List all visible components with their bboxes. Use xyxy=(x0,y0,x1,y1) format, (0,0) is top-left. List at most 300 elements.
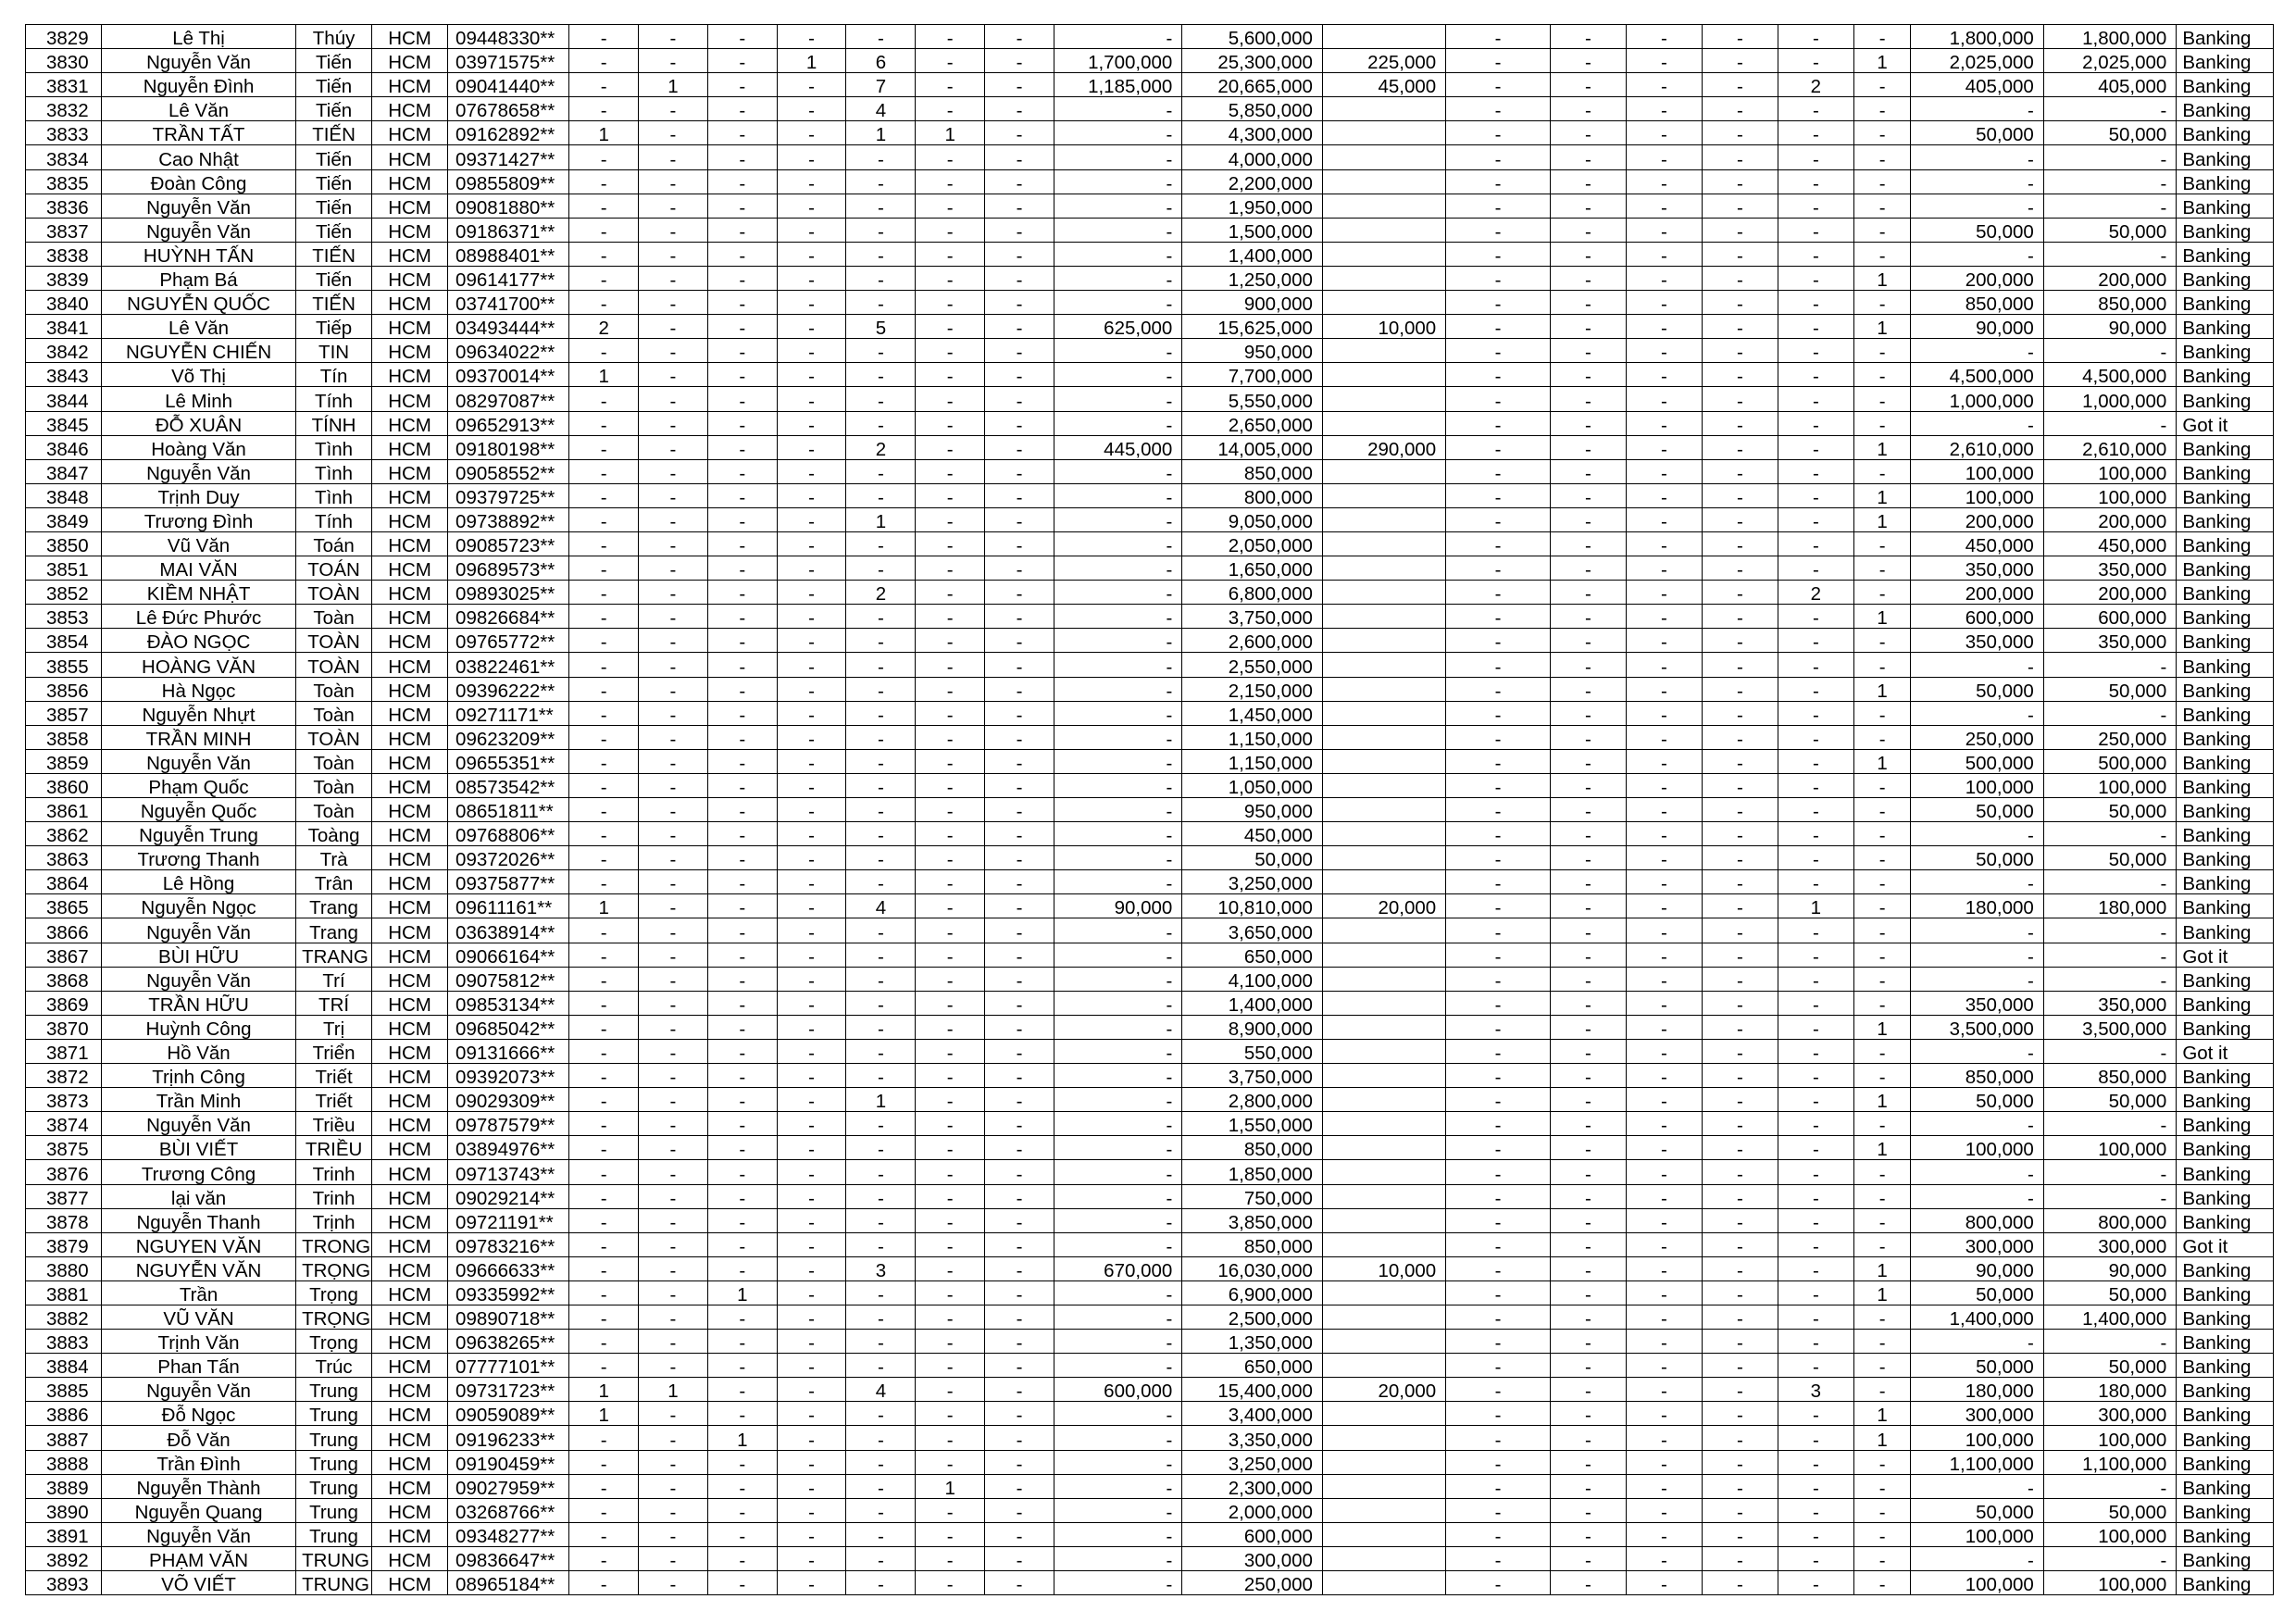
phone-cell: 09623209** xyxy=(448,725,569,749)
payment-method-cell: Banking xyxy=(2177,25,2274,49)
amount-e-cell: - xyxy=(2043,1039,2176,1063)
city-cell: HCM xyxy=(372,918,448,943)
amount-b-cell: 5,550,000 xyxy=(1182,387,1323,411)
count-4-cell: - xyxy=(777,1232,846,1256)
count-3-cell: - xyxy=(707,1474,777,1498)
first-name-cell: TRANG xyxy=(296,943,372,967)
flag-6-cell: 1 xyxy=(1853,266,1910,290)
flag-3-cell: - xyxy=(1626,1256,1702,1280)
amount-c-cell xyxy=(1322,581,1445,605)
flag-6-cell: 1 xyxy=(1853,1015,1910,1039)
flag-1-cell: - xyxy=(1446,1498,1551,1522)
flag-6-cell: - xyxy=(1853,1546,1910,1570)
row-number-cell: 3831 xyxy=(26,73,102,97)
amount-a-cell: - xyxy=(1054,194,1181,218)
count-1-cell: - xyxy=(569,1112,639,1136)
flag-1-cell: - xyxy=(1446,1160,1551,1184)
count-4-cell: - xyxy=(777,798,846,822)
flag-2-cell: - xyxy=(1550,1160,1626,1184)
flag-3-cell: - xyxy=(1626,169,1702,194)
first-name-cell: Tiến xyxy=(296,73,372,97)
count-5-cell: - xyxy=(846,1160,916,1184)
first-name-cell: Trung xyxy=(296,1474,372,1498)
count-6-cell: - xyxy=(916,1280,985,1305)
flag-1-cell: - xyxy=(1446,1112,1551,1136)
flag-2-cell: - xyxy=(1550,918,1626,943)
flag-4-cell: - xyxy=(1702,1402,1778,1426)
amount-e-cell: - xyxy=(2043,1330,2176,1354)
amount-b-cell: 2,600,000 xyxy=(1182,629,1323,653)
flag-1-cell: - xyxy=(1446,266,1551,290)
amount-c-cell xyxy=(1322,1136,1445,1160)
row-number-cell: 3846 xyxy=(26,435,102,459)
flag-6-cell: - xyxy=(1853,291,1910,315)
table-row xyxy=(26,1546,2274,1570)
payment-method-cell: Banking xyxy=(2177,991,2274,1015)
city-cell: HCM xyxy=(372,943,448,967)
amount-b-cell: 800,000 xyxy=(1182,483,1323,507)
count-2-cell: - xyxy=(639,411,708,435)
flag-3-cell: - xyxy=(1626,1160,1702,1184)
count-5-cell: - xyxy=(846,1015,916,1039)
amount-a-cell: - xyxy=(1054,1232,1181,1256)
count-4-cell: - xyxy=(777,870,846,894)
count-1-cell: - xyxy=(569,1015,639,1039)
amount-a-cell: - xyxy=(1054,677,1181,701)
flag-6-cell: - xyxy=(1853,97,1910,121)
count-1-cell: - xyxy=(569,531,639,556)
count-6-cell: - xyxy=(916,725,985,749)
city-cell: HCM xyxy=(372,242,448,266)
last-middle-name-cell: Phạm Bá xyxy=(101,266,295,290)
flag-4-cell: - xyxy=(1702,315,1778,339)
payment-method-cell: Banking xyxy=(2177,798,2274,822)
last-middle-name-cell: Nguyễn Văn xyxy=(101,1378,295,1402)
payment-method-cell: Banking xyxy=(2177,121,2274,145)
flag-1-cell: - xyxy=(1446,291,1551,315)
city-cell: HCM xyxy=(372,1088,448,1112)
last-middle-name-cell: Vũ Văn xyxy=(101,531,295,556)
flag-3-cell: - xyxy=(1626,701,1702,725)
city-cell: HCM xyxy=(372,266,448,290)
amount-a-cell: - xyxy=(1054,1522,1181,1546)
amount-a-cell: - xyxy=(1054,605,1181,629)
count-7-cell: - xyxy=(985,97,1054,121)
amount-b-cell: 850,000 xyxy=(1182,459,1323,483)
phone-cell: 09855809** xyxy=(448,169,569,194)
amount-a-cell: - xyxy=(1054,459,1181,483)
flag-1-cell: - xyxy=(1446,1064,1551,1088)
amount-b-cell: 5,850,000 xyxy=(1182,97,1323,121)
count-6-cell: - xyxy=(916,97,985,121)
city-cell: HCM xyxy=(372,1256,448,1280)
flag-2-cell: - xyxy=(1550,1039,1626,1063)
flag-2-cell: - xyxy=(1550,145,1626,169)
amount-b-cell: 2,300,000 xyxy=(1182,1474,1323,1498)
first-name-cell: Toàn xyxy=(296,605,372,629)
amount-e-cell: 50,000 xyxy=(2043,121,2176,145)
amount-e-cell: 200,000 xyxy=(2043,581,2176,605)
city-cell: HCM xyxy=(372,1136,448,1160)
count-7-cell: - xyxy=(985,1305,1054,1329)
flag-2-cell: - xyxy=(1550,677,1626,701)
phone-cell: 09370014** xyxy=(448,363,569,387)
flag-1-cell: - xyxy=(1446,677,1551,701)
count-2-cell: - xyxy=(639,1522,708,1546)
city-cell: HCM xyxy=(372,1232,448,1256)
city-cell: HCM xyxy=(372,531,448,556)
flag-1-cell: - xyxy=(1446,798,1551,822)
first-name-cell: Trúc xyxy=(296,1354,372,1378)
flag-3-cell: - xyxy=(1626,218,1702,242)
amount-b-cell: 9,050,000 xyxy=(1182,507,1323,531)
count-7-cell: - xyxy=(985,49,1054,73)
table-row xyxy=(26,1402,2274,1426)
amount-b-cell: 450,000 xyxy=(1182,822,1323,846)
count-1-cell: - xyxy=(569,556,639,581)
amount-d-cell: 200,000 xyxy=(1911,581,2043,605)
amount-c-cell xyxy=(1322,1160,1445,1184)
flag-2-cell: - xyxy=(1550,870,1626,894)
count-1-cell: - xyxy=(569,918,639,943)
amount-e-cell: - xyxy=(2043,169,2176,194)
flag-4-cell: - xyxy=(1702,291,1778,315)
amount-b-cell: 2,050,000 xyxy=(1182,531,1323,556)
amount-b-cell: 950,000 xyxy=(1182,339,1323,363)
payment-method-cell: Banking xyxy=(2177,1378,2274,1402)
count-3-cell: - xyxy=(707,1402,777,1426)
count-2-cell: - xyxy=(639,701,708,725)
amount-d-cell: - xyxy=(1911,653,2043,677)
flag-1-cell: - xyxy=(1446,967,1551,991)
amount-a-cell: 1,700,000 xyxy=(1054,49,1181,73)
last-middle-name-cell: Đoàn Công xyxy=(101,169,295,194)
row-number-cell: 3857 xyxy=(26,701,102,725)
table-row xyxy=(26,605,2274,629)
payment-method-cell: Banking xyxy=(2177,1112,2274,1136)
amount-e-cell: 1,000,000 xyxy=(2043,387,2176,411)
count-3-cell: - xyxy=(707,73,777,97)
count-6-cell: - xyxy=(916,266,985,290)
count-6-cell: - xyxy=(916,315,985,339)
count-3-cell: - xyxy=(707,894,777,918)
flag-2-cell: - xyxy=(1550,1136,1626,1160)
table-row xyxy=(26,49,2274,73)
phone-cell: 03894976** xyxy=(448,1136,569,1160)
count-2-cell: - xyxy=(639,387,708,411)
count-3-cell: - xyxy=(707,1522,777,1546)
amount-b-cell: 2,650,000 xyxy=(1182,411,1323,435)
phone-cell: 09348277** xyxy=(448,1522,569,1546)
amount-c-cell xyxy=(1322,725,1445,749)
city-cell: HCM xyxy=(372,387,448,411)
flag-4-cell: - xyxy=(1702,1546,1778,1570)
count-7-cell: - xyxy=(985,507,1054,531)
city-cell: HCM xyxy=(372,1546,448,1570)
count-6-cell: - xyxy=(916,1136,985,1160)
amount-d-cell: - xyxy=(1911,169,2043,194)
row-number-cell: 3844 xyxy=(26,387,102,411)
count-5-cell: - xyxy=(846,1305,916,1329)
row-number-cell: 3863 xyxy=(26,846,102,870)
city-cell: HCM xyxy=(372,1160,448,1184)
count-3-cell: - xyxy=(707,991,777,1015)
amount-c-cell xyxy=(1322,605,1445,629)
flag-5-cell: - xyxy=(1778,749,1853,773)
count-7-cell: - xyxy=(985,967,1054,991)
flag-4-cell: - xyxy=(1702,1039,1778,1063)
count-4-cell: - xyxy=(777,1112,846,1136)
amount-c-cell xyxy=(1322,943,1445,967)
table-row xyxy=(26,1354,2274,1378)
flag-1-cell: - xyxy=(1446,1208,1551,1232)
count-1-cell: - xyxy=(569,218,639,242)
first-name-cell: Trọng xyxy=(296,1330,372,1354)
flag-5-cell: - xyxy=(1778,556,1853,581)
count-7-cell: - xyxy=(985,1112,1054,1136)
table-row xyxy=(26,773,2274,797)
flag-6-cell: 1 xyxy=(1853,1256,1910,1280)
count-5-cell: - xyxy=(846,629,916,653)
city-cell: HCM xyxy=(372,291,448,315)
count-7-cell: - xyxy=(985,194,1054,218)
count-4-cell: - xyxy=(777,1208,846,1232)
payment-method-cell: Banking xyxy=(2177,773,2274,797)
last-middle-name-cell: NGUYỄN CHIẾN xyxy=(101,339,295,363)
flag-3-cell: - xyxy=(1626,459,1702,483)
flag-6-cell: 1 xyxy=(1853,483,1910,507)
flag-4-cell: - xyxy=(1702,1136,1778,1160)
flag-6-cell: - xyxy=(1853,1112,1910,1136)
count-4-cell: - xyxy=(777,1330,846,1354)
flag-4-cell: - xyxy=(1702,73,1778,97)
count-7-cell: - xyxy=(985,1498,1054,1522)
last-middle-name-cell: Trần Đình xyxy=(101,1450,295,1474)
count-1-cell: - xyxy=(569,1208,639,1232)
amount-a-cell: - xyxy=(1054,967,1181,991)
amount-e-cell: 250,000 xyxy=(2043,725,2176,749)
city-cell: HCM xyxy=(372,677,448,701)
amount-a-cell: - xyxy=(1054,1474,1181,1498)
flag-1-cell: - xyxy=(1446,1088,1551,1112)
flag-5-cell: - xyxy=(1778,291,1853,315)
first-name-cell: TRỌNG xyxy=(296,1305,372,1329)
phone-cell: 09731723** xyxy=(448,1378,569,1402)
flag-4-cell: - xyxy=(1702,145,1778,169)
count-1-cell: - xyxy=(569,266,639,290)
payment-method-cell: Banking xyxy=(2177,49,2274,73)
amount-c-cell xyxy=(1322,266,1445,290)
flag-6-cell: 1 xyxy=(1853,49,1910,73)
flag-4-cell: - xyxy=(1702,1184,1778,1208)
flag-3-cell: - xyxy=(1626,991,1702,1015)
flag-2-cell: - xyxy=(1550,822,1626,846)
count-3-cell: - xyxy=(707,49,777,73)
first-name-cell: TOÁN xyxy=(296,556,372,581)
flag-3-cell: - xyxy=(1626,483,1702,507)
flag-6-cell: - xyxy=(1853,169,1910,194)
flag-2-cell: - xyxy=(1550,363,1626,387)
count-5-cell: - xyxy=(846,218,916,242)
table-row xyxy=(26,1498,2274,1522)
count-4-cell: - xyxy=(777,1088,846,1112)
flag-2-cell: - xyxy=(1550,773,1626,797)
last-middle-name-cell: Nguyễn Văn xyxy=(101,49,295,73)
payment-method-cell: Banking xyxy=(2177,1184,2274,1208)
phone-cell: 09375877** xyxy=(448,870,569,894)
count-7-cell: - xyxy=(985,581,1054,605)
count-7-cell: - xyxy=(985,1136,1054,1160)
first-name-cell: Tiến xyxy=(296,218,372,242)
count-2-cell: - xyxy=(639,242,708,266)
amount-c-cell xyxy=(1322,1280,1445,1305)
flag-6-cell: 1 xyxy=(1853,1088,1910,1112)
count-7-cell: - xyxy=(985,459,1054,483)
flag-1-cell: - xyxy=(1446,1546,1551,1570)
table-row xyxy=(26,1088,2274,1112)
count-1-cell: - xyxy=(569,629,639,653)
count-1-cell: - xyxy=(569,1136,639,1160)
amount-a-cell: - xyxy=(1054,145,1181,169)
flag-4-cell: - xyxy=(1702,991,1778,1015)
first-name-cell: Trung xyxy=(296,1498,372,1522)
amount-b-cell: 1,150,000 xyxy=(1182,749,1323,773)
last-middle-name-cell: Trịnh Văn xyxy=(101,1330,295,1354)
flag-3-cell: - xyxy=(1626,822,1702,846)
flag-1-cell: - xyxy=(1446,701,1551,725)
flag-1-cell: - xyxy=(1446,483,1551,507)
count-2-cell: - xyxy=(639,773,708,797)
count-5-cell: - xyxy=(846,531,916,556)
amount-b-cell: 550,000 xyxy=(1182,1039,1323,1063)
count-6-cell: - xyxy=(916,1402,985,1426)
city-cell: HCM xyxy=(372,194,448,218)
city-cell: HCM xyxy=(372,315,448,339)
flag-4-cell: - xyxy=(1702,605,1778,629)
count-1-cell: - xyxy=(569,291,639,315)
count-6-cell: - xyxy=(916,1208,985,1232)
count-3-cell: - xyxy=(707,725,777,749)
flag-5-cell: - xyxy=(1778,1184,1853,1208)
amount-c-cell xyxy=(1322,1330,1445,1354)
amount-d-cell: 1,000,000 xyxy=(1911,387,2043,411)
flag-2-cell: - xyxy=(1550,1232,1626,1256)
first-name-cell: Triển xyxy=(296,1039,372,1063)
count-3-cell: - xyxy=(707,145,777,169)
amount-e-cell: - xyxy=(2043,242,2176,266)
flag-4-cell: - xyxy=(1702,1522,1778,1546)
table-row xyxy=(26,266,2274,290)
flag-1-cell: - xyxy=(1446,725,1551,749)
amount-b-cell: 1,350,000 xyxy=(1182,1330,1323,1354)
amount-b-cell: 950,000 xyxy=(1182,798,1323,822)
amount-c-cell xyxy=(1322,1064,1445,1088)
last-middle-name-cell: Trương Công xyxy=(101,1160,295,1184)
count-4-cell: - xyxy=(777,507,846,531)
amount-c-cell xyxy=(1322,1112,1445,1136)
table-row xyxy=(26,894,2274,918)
amount-b-cell: 7,700,000 xyxy=(1182,363,1323,387)
amount-c-cell xyxy=(1322,1546,1445,1570)
flag-5-cell: 2 xyxy=(1778,73,1853,97)
count-2-cell: - xyxy=(639,677,708,701)
amount-d-cell: 350,000 xyxy=(1911,556,2043,581)
last-middle-name-cell: Hoàng Văn xyxy=(101,435,295,459)
flag-6-cell: - xyxy=(1853,701,1910,725)
flag-3-cell: - xyxy=(1626,1498,1702,1522)
last-middle-name-cell: Nguyễn Văn xyxy=(101,218,295,242)
count-5-cell: - xyxy=(846,1546,916,1570)
amount-e-cell: 100,000 xyxy=(2043,459,2176,483)
row-number-cell: 3833 xyxy=(26,121,102,145)
row-number-cell: 3866 xyxy=(26,918,102,943)
table-row xyxy=(26,725,2274,749)
payment-method-cell: Banking xyxy=(2177,1402,2274,1426)
amount-a-cell: - xyxy=(1054,556,1181,581)
count-6-cell: - xyxy=(916,411,985,435)
row-number-cell: 3829 xyxy=(26,25,102,49)
amount-e-cell: 50,000 xyxy=(2043,798,2176,822)
table-row xyxy=(26,363,2274,387)
last-middle-name-cell: VÕ VIẾT xyxy=(101,1571,295,1595)
count-7-cell: - xyxy=(985,315,1054,339)
flag-3-cell: - xyxy=(1626,266,1702,290)
amount-c-cell xyxy=(1322,531,1445,556)
amount-a-cell: - xyxy=(1054,1354,1181,1378)
flag-5-cell: - xyxy=(1778,1402,1853,1426)
flag-4-cell: - xyxy=(1702,701,1778,725)
count-4-cell: - xyxy=(777,629,846,653)
count-4-cell: - xyxy=(777,291,846,315)
count-4-cell: - xyxy=(777,677,846,701)
flag-2-cell: - xyxy=(1550,1330,1626,1354)
count-1-cell: - xyxy=(569,1280,639,1305)
count-1-cell: - xyxy=(569,653,639,677)
flag-6-cell: 1 xyxy=(1853,1136,1910,1160)
payment-method-cell: Banking xyxy=(2177,387,2274,411)
amount-c-cell xyxy=(1322,629,1445,653)
flag-3-cell: - xyxy=(1626,1474,1702,1498)
count-4-cell: - xyxy=(777,25,846,49)
count-4-cell: - xyxy=(777,725,846,749)
flag-4-cell: - xyxy=(1702,1498,1778,1522)
count-2-cell: 1 xyxy=(639,73,708,97)
phone-cell: 07777101** xyxy=(448,1354,569,1378)
amount-d-cell: - xyxy=(1911,194,2043,218)
amount-d-cell: 90,000 xyxy=(1911,1256,2043,1280)
phone-cell: 08573542** xyxy=(448,773,569,797)
table-row xyxy=(26,1184,2274,1208)
count-1-cell: - xyxy=(569,1088,639,1112)
flag-2-cell: - xyxy=(1550,1305,1626,1329)
last-middle-name-cell: Huỳnh Công xyxy=(101,1015,295,1039)
amount-c-cell xyxy=(1322,846,1445,870)
amount-c-cell xyxy=(1322,701,1445,725)
count-7-cell: - xyxy=(985,556,1054,581)
phone-cell: 09685042** xyxy=(448,1015,569,1039)
count-4-cell: - xyxy=(777,121,846,145)
count-5-cell: 5 xyxy=(846,315,916,339)
amount-c-cell: 10,000 xyxy=(1322,1256,1445,1280)
payment-method-cell: Banking xyxy=(2177,918,2274,943)
flag-1-cell: - xyxy=(1446,822,1551,846)
amount-a-cell: - xyxy=(1054,1088,1181,1112)
payment-method-cell: Banking xyxy=(2177,653,2274,677)
flag-3-cell: - xyxy=(1626,531,1702,556)
phone-cell: 09059089** xyxy=(448,1402,569,1426)
amount-e-cell: - xyxy=(2043,145,2176,169)
flag-1-cell: - xyxy=(1446,1426,1551,1450)
